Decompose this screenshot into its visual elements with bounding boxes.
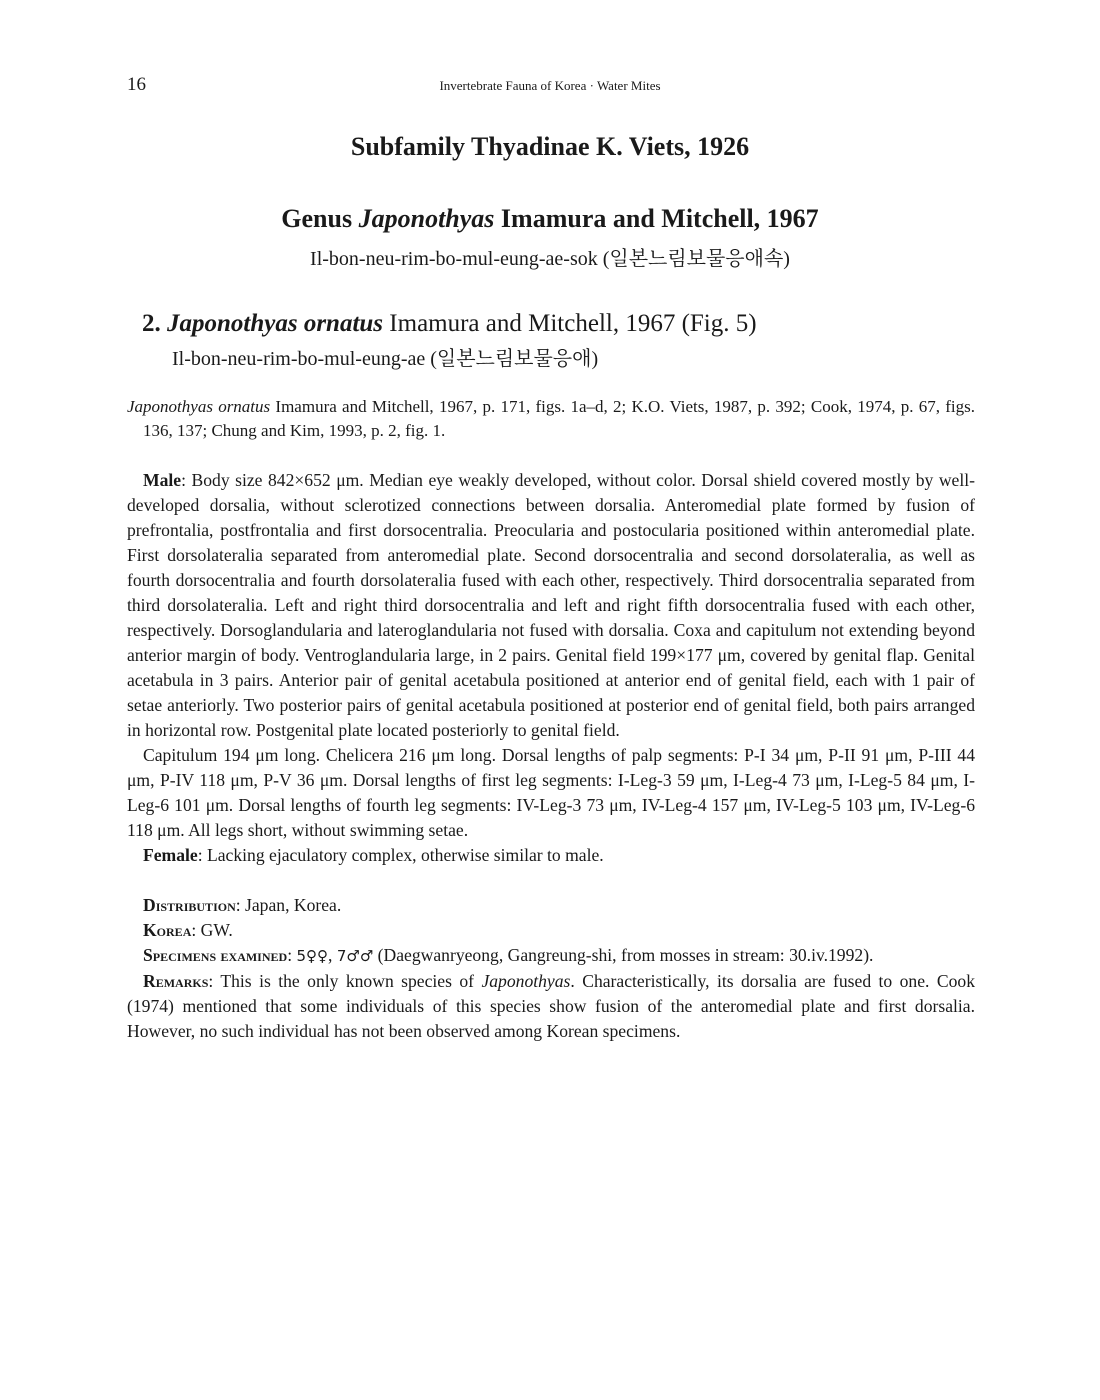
female-label: Female: [143, 845, 198, 865]
distribution-text: : Japan, Korea.: [235, 895, 342, 915]
korea-text: : GW.: [191, 920, 233, 940]
synonymy-paragraph: [127, 395, 975, 443]
specimens-text: (Daegwanryeong, Gangreung-shi, from mosses in stream: 30.iv.1992).: [373, 945, 874, 965]
genus-korean-name: Il-bon-neu-rim-bo-mul-eung-ae-sok (일본느림보물응애속): [310, 248, 790, 270]
remarks-genus: Japonothyas: [481, 971, 571, 991]
specimens-label: Specimens examined: [143, 945, 288, 965]
measurements-paragraph: Capitulum 194 μm long. Chelicera 216 μm long. Dorsal lengths of palp segments: P-I 34 μm, P-II 91 μm, P-III 44 μm, P-IV 118 μm, P-V 36 μm. Dorsal lengths of first leg segments: I-Leg-3 59 μm, I-Leg-4 73 μm, I-Leg-5 84 μm, I-Leg-6 101 μm. Dorsal lengths of fourth leg segments: IV-Leg-3 73 μm, IV-Leg-4 157 μm, IV-Leg-5 103 μm, IV-Leg-6 118 μm. All legs short, without swimming setae.: [127, 745, 975, 840]
distribution-label: Distribution: [143, 895, 236, 915]
specimens-paragraph: [127, 943, 975, 969]
species-heading: [142, 310, 757, 338]
remarks-text-after: . Characteristically, its dorsalia are fused to one. Cook (1974) mentioned that some individuals of this species show fusion of the anteromedial plate and first dorsalia. However, no such individual has not been observed among Korean specimens.: [127, 971, 975, 1041]
male-label: Male: [143, 470, 182, 490]
remarks-paragraph: [127, 969, 975, 1044]
genus-name: Japonothyas: [358, 204, 495, 233]
page-number: 16: [127, 74, 146, 95]
synonymy-text: Imamura and Mitchell, 1967, p. 171, figs. 1a–d, 2; K.O. Viets, 1987, p. 392; Cook, 1974, p. 67, figs. 136, 137; Chung and Kim, 1993, p. 2, fig. 1.: [143, 397, 975, 440]
subfamily-heading: Subfamily Thyadinae K. Viets, 1926: [350, 132, 750, 161]
remarks-text-before: : This is the only known species of: [208, 971, 482, 991]
species-name: Japonothyas ornatus: [167, 310, 384, 337]
species-number: 2.: [142, 310, 161, 337]
korea-label: Korea: [143, 920, 192, 940]
female-paragraph: [127, 843, 975, 868]
species-authority: Imamura and Mitchell, 1967 (Fig. 5): [383, 310, 757, 337]
distribution-paragraph: [127, 893, 975, 918]
female-count: 5♀♀: [296, 947, 329, 965]
female-text: : Lacking ejaculatory complex, otherwise similar to male.: [197, 845, 604, 865]
male-paragraph: [127, 468, 975, 743]
description-body: [127, 468, 975, 1044]
genus-prefix: Genus: [281, 204, 359, 233]
male-text: : Body size 842×652 μm. Median eye weakly developed, without color. Dorsal shield covered mostly by well-developed dorsalia, without sclerotized connections between dorsalia. Anteromedial plate formed by fusion of prefrontalia, postfrontalia and first dorsocentralia. Preocularia and postocularia positioned within anteromedial plate. First dorsolateralia separated from anteromedial plate. Second dorsocentralia and second dorsolateralia, as well as fourth dorsocentralia and fourth dorsolateralia fused with each other, respectively. Third dorsocentralia separated from third dorsolateralia. Left and right third dorsocentralia and left and right fifth dorsocentralia fused with each other, respectively. Dorsoglandularia and lateroglandularia not fused with dorsalia. Coxa and capitulum not extending beyond anterior margin of body. Ventroglandularia large, in 2 pairs. Genital field 199×177 μm, covered by genital flap. Genital acetabula in 3 pairs. Anterior pair of genital acetabula positioned at anterior end of genital field, each with 1 pair of setae anteriorly. Two posterior pairs of genital acetabula positioned at posterior end of genital field, both pairs arranged in horizontal row. Postgenital plate located posteriorly to genital field.: [127, 470, 975, 740]
genus-heading: [0, 204, 1100, 234]
synonymy-name: Japonothyas ornatus: [127, 397, 271, 416]
remarks-label: Remarks: [143, 971, 209, 991]
specimens-colon: :: [287, 945, 297, 965]
running-header: Invertebrate Fauna of Korea · Water Mites: [439, 78, 661, 93]
male-count: 7♂♂: [336, 947, 374, 965]
specimens-separator: ,: [328, 945, 337, 965]
genus-authority: Imamura and Mitchell, 1967: [494, 204, 819, 233]
korea-paragraph: [127, 918, 975, 943]
species-korean-name: Il-bon-neu-rim-bo-mul-eung-ae (일본느림보물응애): [172, 348, 599, 370]
